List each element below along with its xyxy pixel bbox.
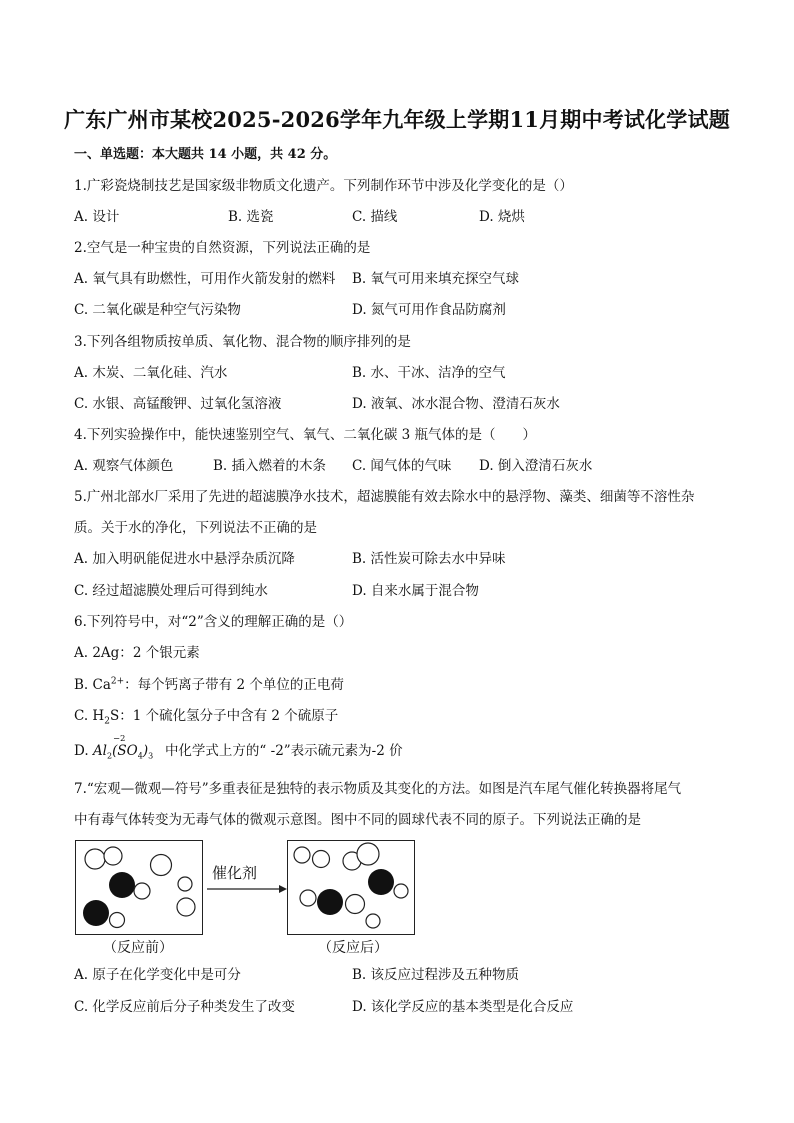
question-3-stem: 3.下列各组物质按单质、氧化物、混合物的顺序排列的是 [74, 334, 411, 350]
question-6-option-a [74, 644, 200, 662]
question-4-option-b: B. 插入燃着的木条 [213, 458, 327, 474]
aluminium-sulfate-formula: −2 $Al_2(SO_4)_3$ [93, 742, 165, 760]
white-atom [177, 898, 195, 916]
question-1-stem: 1.广彩瓷烧制技艺是国家级非物质文化遗产。下列制作环节中涉及化学变化的是（） [74, 178, 573, 194]
question-6-option-b [74, 676, 344, 694]
question-6-option-d [74, 734, 403, 761]
after-caption: （反应后） [318, 940, 388, 956]
white-atom [346, 895, 365, 914]
white-atom [104, 847, 122, 865]
question-6-option-c [74, 707, 338, 725]
question-7-option-a: A. 原子在化学变化中是可分 [74, 967, 241, 983]
question-1-option-b: B. 选瓷 [228, 209, 274, 225]
question-1-option-d: D. 烧烘 [479, 209, 525, 225]
page-title: 广东广州市某校2025-2026学年九年级上学期11月期中考试化学试题 [64, 107, 730, 132]
white-atom [110, 913, 125, 928]
question-2-option-a: A. 氧气具有助燃性，可用作火箭发射的燃料 [74, 271, 336, 287]
white-atom [85, 849, 105, 869]
question-2-option-d: D. 氮气可用作食品防腐剂 [352, 302, 506, 318]
reaction-after-box [287, 840, 415, 935]
question-7-stem-line-2: 中有毒气体转变为无毒气体的微观示意图。图中不同的圆球代表不同的原子。下列说法正确的是 [74, 812, 641, 828]
option-c-subscript: 2 [104, 716, 110, 727]
option-b-superscript: 2+ [110, 676, 125, 687]
question-1-option-c: C. 描线 [352, 209, 398, 225]
question-3-option-d: D. 液氧、冰水混合物、澄清石灰水 [352, 396, 560, 412]
question-5-option-c: C. 经过超滤膜处理后可得到纯水 [74, 583, 268, 599]
white-atom [357, 843, 379, 865]
question-3-option-b: B. 水、干冰、洁净的空气 [352, 365, 506, 381]
white-atom [178, 877, 192, 891]
question-4-option-c: C. 闻气体的气味 [352, 458, 452, 474]
option-a-text: 2 个银元素 [132, 645, 200, 661]
black-atom [83, 900, 109, 926]
option-a-symbol: A. 2Ag： [74, 645, 133, 661]
black-atom [109, 872, 135, 898]
question-5-option-a: A. 加入明矾能促进水中悬浮杂质沉降 [74, 551, 295, 567]
white-atom [313, 851, 330, 868]
molecules-before-diagram [76, 841, 202, 934]
question-3-option-c: C. 水银、高锰酸钾、过氧化氢溶液 [74, 396, 282, 412]
question-2-option-c: C. 二氧化碳是种空气污染物 [74, 302, 241, 318]
question-5-option-d: D. 自来水属于混合物 [352, 583, 479, 599]
question-3-option-a: A. 木炭、二氧化硅、汽水 [74, 365, 228, 381]
section-heading: 一、单选题：本大题共 14 小题，共 42 分。 [74, 147, 337, 162]
question-2-option-b: B. 氧气可用来填充探空气球 [352, 271, 520, 287]
question-5-stem-line-1: 5.广州北部水厂采用了先进的超滤膜净水技术，超滤膜能有效去除水中的悬浮物、藻类、细菌等不溶性杂 [74, 489, 695, 505]
white-atom [134, 883, 150, 899]
option-d-text: 中化学式上方的“ -2”表示硫元素为-2 价 [164, 743, 403, 759]
option-b-text: ：每个钙离子带有 2 个单位的正电荷 [124, 677, 344, 693]
black-atom [317, 889, 343, 915]
white-atom [151, 855, 172, 876]
question-7-stem-line-1: 7.“宏观—微观—符号”多重表征是独特的表示物质及其变化的方法。如图是汽车尾气催化转换器将尾气 [74, 781, 682, 797]
before-caption: （反应前） [103, 940, 173, 956]
question-4-option-a: A. 观察气体颜色 [74, 458, 174, 474]
question-7-option-d: D. 该化学反应的基本类型是化合反应 [352, 999, 574, 1015]
option-b-symbol: B. Ca [74, 677, 111, 693]
white-atom [366, 914, 380, 928]
white-atom [394, 884, 408, 898]
question-4-option-d: D. 倒入澄清石灰水 [479, 458, 593, 474]
question-6-stem: 6.下列符号中，对“2”含义的理解正确的是（） [74, 614, 353, 630]
question-5-option-b: B. 活性炭可除去水中异味 [352, 551, 506, 567]
question-7-option-b: B. 该反应过程涉及五种物质 [352, 967, 520, 983]
white-atom [294, 847, 310, 863]
catalyst-label: 催化剂 [212, 864, 258, 882]
white-atom [300, 890, 316, 906]
molecules-after-diagram [288, 841, 414, 934]
question-7-option-c: C. 化学反应前后分子种类发生了改变 [74, 999, 295, 1015]
question-5-stem-line-2: 质。关于水的净化，下列说法不正确的是 [74, 520, 317, 536]
question-2-stem: 2.空气是一种宝贵的自然资源，下列说法正确的是 [74, 240, 371, 256]
question-1-option-a: A. 设计 [74, 209, 120, 225]
question-4-stem: 4.下列实验操作中，能快速鉴别空气、氧气、二氧化碳 3 瓶气体的是（ ） [74, 427, 537, 443]
option-d-label: D. [74, 743, 93, 759]
reaction-arrow-icon [205, 884, 287, 894]
option-c-symbol: C. H [74, 708, 105, 724]
black-atom [368, 869, 394, 895]
valence-mark: −2 [112, 734, 126, 744]
option-c-text: S：1 个硫化氢分子中含有 2 个硫原子 [109, 708, 339, 724]
reaction-before-box [75, 840, 203, 935]
